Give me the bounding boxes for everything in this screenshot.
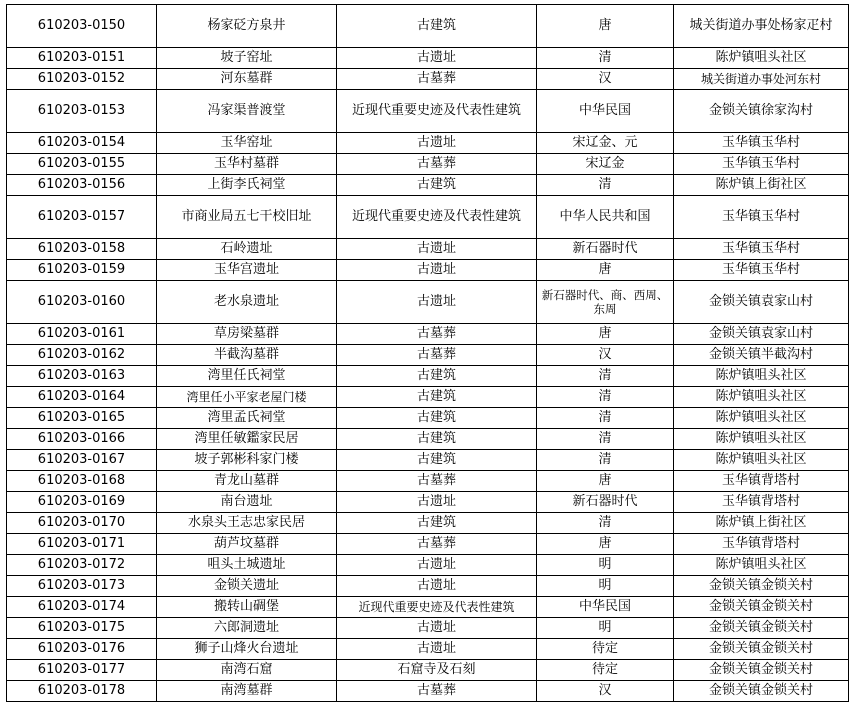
row-type-cell: 古遗址 <box>337 492 537 513</box>
row-name-cell: 水泉头王志忠家民居 <box>157 513 337 534</box>
row-name-cell: 湾里任氏祠堂 <box>157 366 337 387</box>
row-code-cell: 610203-0160 <box>7 281 157 324</box>
row-location-cell: 金锁关镇金锁关村 <box>674 681 849 702</box>
row-name-cell: 金锁关遗址 <box>157 576 337 597</box>
row-code-cell: 610203-0178 <box>7 681 157 702</box>
row-era-cell: 唐 <box>537 324 674 345</box>
row-type-cell: 近现代重要史迹及代表性建筑 <box>337 597 537 618</box>
row-name-cell: 咀头土城遗址 <box>157 555 337 576</box>
row-type-cell: 古遗址 <box>337 239 537 260</box>
row-type-cell: 古墓葬 <box>337 69 537 90</box>
row-name-cell: 石岭遗址 <box>157 239 337 260</box>
row-type-cell: 古遗址 <box>337 133 537 154</box>
row-location-cell: 金锁关镇袁家山村 <box>674 281 849 324</box>
table-row <box>7 576 849 597</box>
row-location-cell: 陈炉镇上街社区 <box>674 175 849 196</box>
table-row <box>7 175 849 196</box>
row-type-cell: 古建筑 <box>337 408 537 429</box>
table-row <box>7 471 849 492</box>
row-code-cell: 610203-0170 <box>7 513 157 534</box>
row-location-cell: 陈炉镇咀头社区 <box>674 408 849 429</box>
row-era-cell: 唐 <box>537 534 674 555</box>
row-code-cell: 610203-0152 <box>7 69 157 90</box>
row-type-cell: 古建筑 <box>337 366 537 387</box>
row-name-cell: 湾里任敏鑑家民居 <box>157 429 337 450</box>
row-type-cell: 古墓葬 <box>337 324 537 345</box>
row-era-cell: 宋辽金、元 <box>537 133 674 154</box>
row-code-cell: 610203-0159 <box>7 260 157 281</box>
row-name-cell: 湾里孟氏祠堂 <box>157 408 337 429</box>
row-name-cell: 坡子窑址 <box>157 48 337 69</box>
row-location-cell: 陈炉镇上街社区 <box>674 513 849 534</box>
row-type-cell: 古墓葬 <box>337 471 537 492</box>
row-code-cell: 610203-0153 <box>7 90 157 133</box>
table-row <box>7 5 849 48</box>
row-name-cell: 狮子山烽火台遗址 <box>157 639 337 660</box>
row-code-cell: 610203-0161 <box>7 324 157 345</box>
row-era-cell: 新石器时代 <box>537 492 674 513</box>
row-code-cell: 610203-0172 <box>7 555 157 576</box>
table-row <box>7 366 849 387</box>
row-location-cell: 陈炉镇咀头社区 <box>674 450 849 471</box>
row-type-cell: 古建筑 <box>337 513 537 534</box>
row-era-cell: 新石器时代 <box>537 239 674 260</box>
row-era-cell: 明 <box>537 555 674 576</box>
table-row <box>7 90 849 133</box>
row-location-cell: 玉华镇背塔村 <box>674 492 849 513</box>
row-code-cell: 610203-0154 <box>7 133 157 154</box>
table-row <box>7 639 849 660</box>
row-era-cell: 汉 <box>537 681 674 702</box>
table-row <box>7 513 849 534</box>
row-type-cell: 古建筑 <box>337 387 537 408</box>
row-name-cell: 六郎洞遗址 <box>157 618 337 639</box>
row-location-cell: 金锁关镇徐家沟村 <box>674 90 849 133</box>
table-row <box>7 133 849 154</box>
row-code-cell: 610203-0167 <box>7 450 157 471</box>
table-row <box>7 681 849 702</box>
row-type-cell: 石窟寺及石刻 <box>337 660 537 681</box>
row-code-cell: 610203-0164 <box>7 387 157 408</box>
row-type-cell: 古墓葬 <box>337 534 537 555</box>
row-code-cell: 610203-0169 <box>7 492 157 513</box>
table-row <box>7 597 849 618</box>
row-location-cell: 玉华镇玉华村 <box>674 196 849 239</box>
row-type-cell: 古遗址 <box>337 260 537 281</box>
row-era-cell: 清 <box>537 408 674 429</box>
table-row <box>7 387 849 408</box>
row-code-cell: 610203-0175 <box>7 618 157 639</box>
row-name-cell: 玉华宫遗址 <box>157 260 337 281</box>
row-era-cell: 宋辽金 <box>537 154 674 175</box>
row-era-cell: 清 <box>537 429 674 450</box>
row-code-cell: 610203-0157 <box>7 196 157 239</box>
row-type-cell: 古墓葬 <box>337 154 537 175</box>
row-location-cell: 玉华镇背塔村 <box>674 471 849 492</box>
table-row <box>7 555 849 576</box>
row-name-cell: 杨家砭方泉井 <box>157 5 337 48</box>
table-row <box>7 281 849 324</box>
row-location-cell: 陈炉镇咀头社区 <box>674 387 849 408</box>
row-code-cell: 610203-0158 <box>7 239 157 260</box>
row-code-cell: 610203-0173 <box>7 576 157 597</box>
row-location-cell: 金锁关镇金锁关村 <box>674 597 849 618</box>
table-row <box>7 345 849 366</box>
row-name-cell: 上街李氏祠堂 <box>157 175 337 196</box>
row-code-cell: 610203-0171 <box>7 534 157 555</box>
row-type-cell: 古遗址 <box>337 639 537 660</box>
row-era-cell: 清 <box>537 513 674 534</box>
table-row <box>7 48 849 69</box>
row-location-cell: 金锁关镇金锁关村 <box>674 660 849 681</box>
row-location-cell: 玉华镇背塔村 <box>674 534 849 555</box>
row-era-cell: 待定 <box>537 639 674 660</box>
row-era-cell: 新石器时代、商、西周、东周 <box>537 281 674 324</box>
row-name-cell: 湾里任小平家老屋门楼 <box>157 387 337 408</box>
row-code-cell: 610203-0163 <box>7 366 157 387</box>
row-era-cell: 清 <box>537 366 674 387</box>
row-type-cell: 近现代重要史迹及代表性建筑 <box>337 90 537 133</box>
table-row <box>7 324 849 345</box>
row-type-cell: 古遗址 <box>337 281 537 324</box>
row-code-cell: 610203-0166 <box>7 429 157 450</box>
row-era-cell: 汉 <box>537 69 674 90</box>
row-name-cell: 老水泉遗址 <box>157 281 337 324</box>
table-row <box>7 660 849 681</box>
row-type-cell: 近现代重要史迹及代表性建筑 <box>337 196 537 239</box>
table-row <box>7 408 849 429</box>
row-code-cell: 610203-0156 <box>7 175 157 196</box>
row-type-cell: 古遗址 <box>337 576 537 597</box>
row-type-cell: 古遗址 <box>337 48 537 69</box>
row-location-cell: 陈炉镇咀头社区 <box>674 555 849 576</box>
row-name-cell: 葫芦坟墓群 <box>157 534 337 555</box>
row-era-cell: 明 <box>537 618 674 639</box>
row-type-cell: 古建筑 <box>337 175 537 196</box>
row-code-cell: 610203-0168 <box>7 471 157 492</box>
row-location-cell: 金锁关镇金锁关村 <box>674 618 849 639</box>
table-body <box>7 5 849 702</box>
row-era-cell: 中华人民共和国 <box>537 196 674 239</box>
row-name-cell: 玉华窑址 <box>157 133 337 154</box>
table-row <box>7 618 849 639</box>
row-code-cell: 610203-0162 <box>7 345 157 366</box>
row-era-cell: 待定 <box>537 660 674 681</box>
row-name-cell: 冯家渠普渡堂 <box>157 90 337 133</box>
table-row <box>7 429 849 450</box>
row-era-cell: 中华民国 <box>537 597 674 618</box>
row-era-cell: 唐 <box>537 5 674 48</box>
row-type-cell: 古建筑 <box>337 429 537 450</box>
table-row <box>7 154 849 175</box>
row-location-cell: 陈炉镇咀头社区 <box>674 429 849 450</box>
table-row <box>7 196 849 239</box>
row-era-cell: 明 <box>537 576 674 597</box>
row-location-cell: 金锁关镇金锁关村 <box>674 639 849 660</box>
row-type-cell: 古建筑 <box>337 5 537 48</box>
row-era-cell: 清 <box>537 48 674 69</box>
row-name-cell: 草房梁墓群 <box>157 324 337 345</box>
table-row <box>7 260 849 281</box>
row-type-cell: 古建筑 <box>337 450 537 471</box>
row-type-cell: 古墓葬 <box>337 345 537 366</box>
table-row <box>7 450 849 471</box>
row-code-cell: 610203-0155 <box>7 154 157 175</box>
row-era-cell: 汉 <box>537 345 674 366</box>
row-location-cell: 玉华镇玉华村 <box>674 239 849 260</box>
row-type-cell: 古墓葬 <box>337 681 537 702</box>
table-row <box>7 69 849 90</box>
table-row <box>7 534 849 555</box>
row-name-cell: 坡子郭彬科家门楼 <box>157 450 337 471</box>
row-era-cell: 清 <box>537 387 674 408</box>
row-location-cell: 金锁关镇半截沟村 <box>674 345 849 366</box>
heritage-table <box>6 4 849 702</box>
row-era-cell: 清 <box>537 450 674 471</box>
row-name-cell: 玉华村墓群 <box>157 154 337 175</box>
row-name-cell: 南台遗址 <box>157 492 337 513</box>
row-location-cell: 陈炉镇咀头社区 <box>674 48 849 69</box>
row-type-cell: 古遗址 <box>337 555 537 576</box>
row-code-cell: 610203-0177 <box>7 660 157 681</box>
row-era-cell: 中华民国 <box>537 90 674 133</box>
row-location-cell: 城关街道办事处杨家疋村 <box>674 5 849 48</box>
row-name-cell: 河东墓群 <box>157 69 337 90</box>
row-location-cell: 玉华镇玉华村 <box>674 154 849 175</box>
row-name-cell: 南湾墓群 <box>157 681 337 702</box>
row-code-cell: 610203-0176 <box>7 639 157 660</box>
row-location-cell: 金锁关镇金锁关村 <box>674 576 849 597</box>
row-code-cell: 610203-0174 <box>7 597 157 618</box>
row-location-cell: 城关街道办事处河东村 <box>674 69 849 90</box>
row-type-cell: 古遗址 <box>337 618 537 639</box>
row-location-cell: 玉华镇玉华村 <box>674 260 849 281</box>
row-location-cell: 陈炉镇咀头社区 <box>674 366 849 387</box>
row-era-cell: 清 <box>537 175 674 196</box>
row-location-cell: 玉华镇玉华村 <box>674 133 849 154</box>
row-era-cell: 唐 <box>537 471 674 492</box>
row-code-cell: 610203-0151 <box>7 48 157 69</box>
row-era-cell: 唐 <box>537 260 674 281</box>
row-location-cell: 金锁关镇袁家山村 <box>674 324 849 345</box>
row-name-cell: 市商业局五七干校旧址 <box>157 196 337 239</box>
row-code-cell: 610203-0165 <box>7 408 157 429</box>
row-name-cell: 搬转山碉堡 <box>157 597 337 618</box>
row-name-cell: 半截沟墓群 <box>157 345 337 366</box>
table-row <box>7 239 849 260</box>
table-row <box>7 492 849 513</box>
row-name-cell: 南湾石窟 <box>157 660 337 681</box>
row-code-cell: 610203-0150 <box>7 5 157 48</box>
row-name-cell: 青龙山墓群 <box>157 471 337 492</box>
